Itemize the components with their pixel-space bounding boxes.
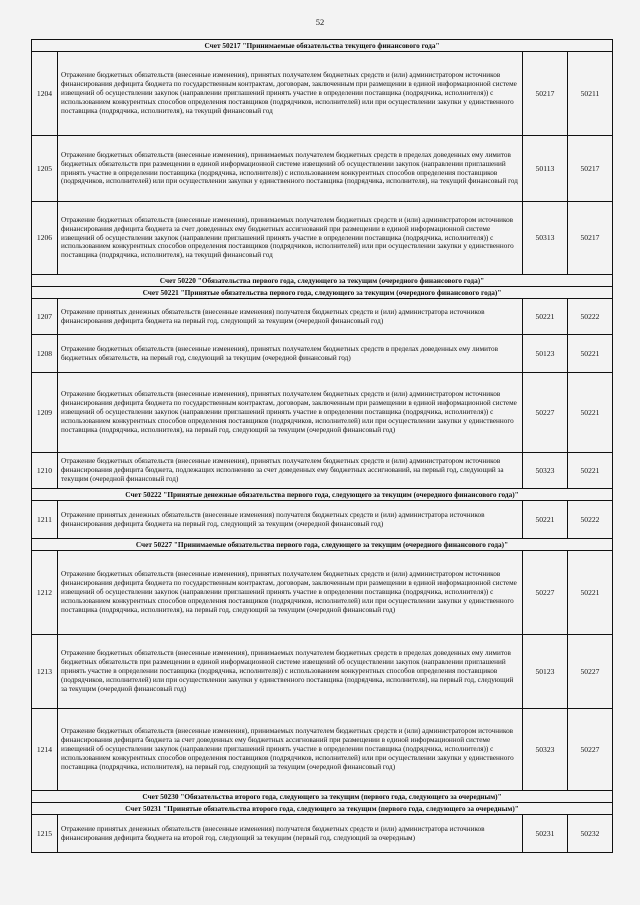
account-header-row: [32, 275, 613, 287]
account-header: Счет 50217 "Принимаемые обязательства текущего финансового года": [32, 40, 613, 52]
entry-number: 1215: [32, 815, 58, 853]
credit-account: 50211: [567, 52, 612, 136]
entry-number: 1208: [32, 335, 58, 373]
entry-row: [32, 815, 613, 853]
ledger-body: [32, 40, 613, 853]
account-header-row: [32, 287, 613, 299]
entry-description: Отражение бюджетных обязательств (внесенные изменения), принимаемых получателем бюджетных средств в пределах доведенных ему лимитов бюджетных обязательств при размещении в единой информационной системе извещений об осуществлении закупок (направлении приглашений принять участие в определении поставщика (подрядчика, исполнителя)) с использованием конкурентных способов определения поставщиков (подрядчиков, исполнителей) или при осуществлении закупки у единственного поставщика (подрядчика, исполнителя), на текущий финансовый год: [58, 136, 523, 202]
entry-description: Отражение бюджетных обязательств (внесенные изменения), принимаемых получателем бюджетных средств в пределах доведенных ему лимитов бюджетных обязательств при размещении в единой информационной системе извещений об осуществлении закупок (направлении приглашений принять участие в определении поставщика (подрядчика, исполнителя)) с использованием конкурентных способов определения поставщиков (подрядчиков, исполнителей) или при осуществлении закупки у единственного поставщика (подрядчика, исполнителя), на первый год, следующий за текущим (очередной финансовый год): [58, 635, 523, 709]
entry-number: 1213: [32, 635, 58, 709]
entry-row: [32, 52, 613, 136]
debit-account: 50217: [522, 52, 567, 136]
entry-description: Отражение бюджетных обязательств (внесенные изменения), принятых получателем бюджетных средств и (или) администратором источников финансирования дефицита бюджета по государственным контрактам, договорам, заключенным при размещении в единой информационной системе извещений об осуществлении закупок (направлении приглашений принять участие в определении поставщика (подрядчика, исполнителя)) с использованием конкурентных способов определения поставщиков (подрядчиков, исполнителей) или при осуществлении закупки у единственного поставщика (подрядчика, исполнителя), на текущий финансовый год: [58, 52, 523, 136]
entry-row: [32, 136, 613, 202]
debit-account: 50123: [522, 335, 567, 373]
entry-description: Отражение принятых денежных обязательств (внесенные изменения) получателя бюджетных средств и (или) администратора источников финансирования дефицита бюджета на первый год, следующий за текущим (очередной финансовый год): [58, 501, 523, 539]
accounting-entries-table: [31, 39, 613, 853]
page-number: 52: [315, 17, 325, 27]
debit-account: 50231: [522, 815, 567, 853]
account-header-row: [32, 791, 613, 803]
credit-account: 50227: [567, 635, 612, 709]
account-header: Счет 50227 "Принимаемые обязательства первого года, следующего за текущим (очередного финансового года)": [32, 539, 613, 551]
debit-account: 50113: [522, 136, 567, 202]
entry-description: Отражение бюджетных обязательств (внесенные изменения), принятых получателем бюджетных средств и (или) администратором источников финансирования дефицита бюджета по государственным контрактам, договорам, заключенным при размещении в единой информационной системе извещений об осуществлении закупок (направлении приглашений принять участие в определении поставщика (подрядчика, исполнителя)) с использованием конкурентных способов определения поставщиков (подрядчиков, исполнителей) или при осуществлении закупки у единственного поставщика (подрядчика, исполнителя), на первый год, следующий за текущим (очередной финансовый год): [58, 373, 523, 453]
debit-account: 50323: [522, 453, 567, 489]
credit-account: 50217: [567, 202, 612, 275]
account-header: Счет 50230 "Обязательства второго года, следующего за текущим (первого года, следующего за очередным)": [32, 791, 613, 803]
entry-row: [32, 453, 613, 489]
entry-number: 1205: [32, 136, 58, 202]
entry-number: 1206: [32, 202, 58, 275]
entry-row: [32, 373, 613, 453]
account-header: Счет 50231 "Принятые обязательства второго года, следующего за текущим (первого года, следующего за очередным)": [32, 803, 613, 815]
entry-row: [32, 709, 613, 791]
entry-description: Отражение принятых денежных обязательств (внесенные изменения) получателя бюджетных средств и (или) администратора источников финансирования дефицита бюджета на второй год, следующий за текущим (первый год, следующий за очередным): [58, 815, 523, 853]
entry-description: Отражение бюджетных обязательств (внесенные изменения), принятых получателем бюджетных средств и (или) администратором источников финансирования дефицита бюджета, подлежащих исполнению за счет доведенных ему бюджетных ассигнований, на первый год, следующий за текущим (очередной финансовый год): [58, 453, 523, 489]
debit-account: 50221: [522, 299, 567, 335]
credit-account: 50221: [567, 335, 612, 373]
entry-row: [32, 299, 613, 335]
debit-account: 50221: [522, 501, 567, 539]
credit-account: 50227: [567, 709, 612, 791]
credit-account: 50221: [567, 373, 612, 453]
entry-number: 1204: [32, 52, 58, 136]
entry-description: Отражение принятых денежных обязательств (внесенные изменения) получателя бюджетных средств и (или) администратора источников финансирования дефицита бюджета на первый год, следующий за текущим (очередной финансовый год): [58, 299, 523, 335]
debit-account: 50123: [522, 635, 567, 709]
account-header-row: [32, 539, 613, 551]
credit-account: 50221: [567, 551, 612, 635]
entry-number: 1210: [32, 453, 58, 489]
debit-account: 50227: [522, 551, 567, 635]
credit-account: 50222: [567, 299, 612, 335]
entry-description: Отражение бюджетных обязательств (внесенные изменения), принимаемых получателем бюджетных средств и (или) администратором источников финансирования дефицита бюджета за счет доведенных ему бюджетных ассигнований при размещении в единой информационной системе извещений об осуществлении закупок (направлении приглашений принять участие в определении поставщика (подрядчика, исполнителя)) с использованием конкурентных способов определения поставщиков (подрядчиков, исполнителей) или при осуществлении закупки у единственного поставщика (подрядчика, исполнителя), на первый год, следующий за текущим (очередной финансовый год): [58, 709, 523, 791]
credit-account: 50232: [567, 815, 612, 853]
entry-row: [32, 551, 613, 635]
account-header-row: [32, 489, 613, 501]
account-header-row: [32, 40, 613, 52]
debit-account: 50313: [522, 202, 567, 275]
account-header: Счет 50222 "Принятые денежные обязательства первого года, следующего за текущим (очередного финансового года)": [32, 489, 613, 501]
entry-description: Отражение бюджетных обязательств (внесенные изменения), принятых получателем бюджетных средств в пределах доведенных ему лимитов бюджетных обязательств, на первый год, следующий за текущим (очередной финансовый год): [58, 335, 523, 373]
account-header: Счет 50221 "Принятые обязательства первого года, следующего за текущим (очередного финансового года)": [32, 287, 613, 299]
account-header-row: [32, 803, 613, 815]
entry-number: 1207: [32, 299, 58, 335]
entry-row: [32, 501, 613, 539]
entry-number: 1209: [32, 373, 58, 453]
entry-row: [32, 635, 613, 709]
entry-description: Отражение бюджетных обязательств (внесенные изменения), принимаемых получателем бюджетных средств и (или) администратором источников финансирования дефицита бюджета за счет доведенных ему бюджетных ассигнований при размещении в единой информационной системе извещений об осуществлении закупок (направлении приглашений принять участие в определении поставщика (подрядчика, исполнителя)) с использованием конкурентных способов определения поставщиков (подрядчиков, исполнителей) или при осуществлении закупки у единственного поставщика (подрядчика, исполнителя), на текущий финансовый год: [58, 202, 523, 275]
entry-number: 1212: [32, 551, 58, 635]
credit-account: 50222: [567, 501, 612, 539]
entry-row: [32, 335, 613, 373]
debit-account: 50227: [522, 373, 567, 453]
entry-number: 1214: [32, 709, 58, 791]
credit-account: 50217: [567, 136, 612, 202]
entry-description: Отражение бюджетных обязательств (внесенные изменения), принятых получателем бюджетных средств и (или) администратором источников финансирования дефицита бюджета по государственным контрактам, договорам, заключенным при размещении в единой информационной системе извещений об осуществлении закупок (направлении приглашений принять участие в определении поставщика (подрядчика, исполнителя)) с использованием конкурентных способов определения поставщиков (подрядчиков, исполнителей) или при осуществлении закупки у единственного поставщика (подрядчика, исполнителя), на первый год, следующий за текущим (очередной финансовый год): [58, 551, 523, 635]
entry-row: [32, 202, 613, 275]
account-header: Счет 50220 "Обязательства первого года, следующего за текущим (очередного финансового года)": [32, 275, 613, 287]
entry-number: 1211: [32, 501, 58, 539]
debit-account: 50323: [522, 709, 567, 791]
credit-account: 50221: [567, 453, 612, 489]
